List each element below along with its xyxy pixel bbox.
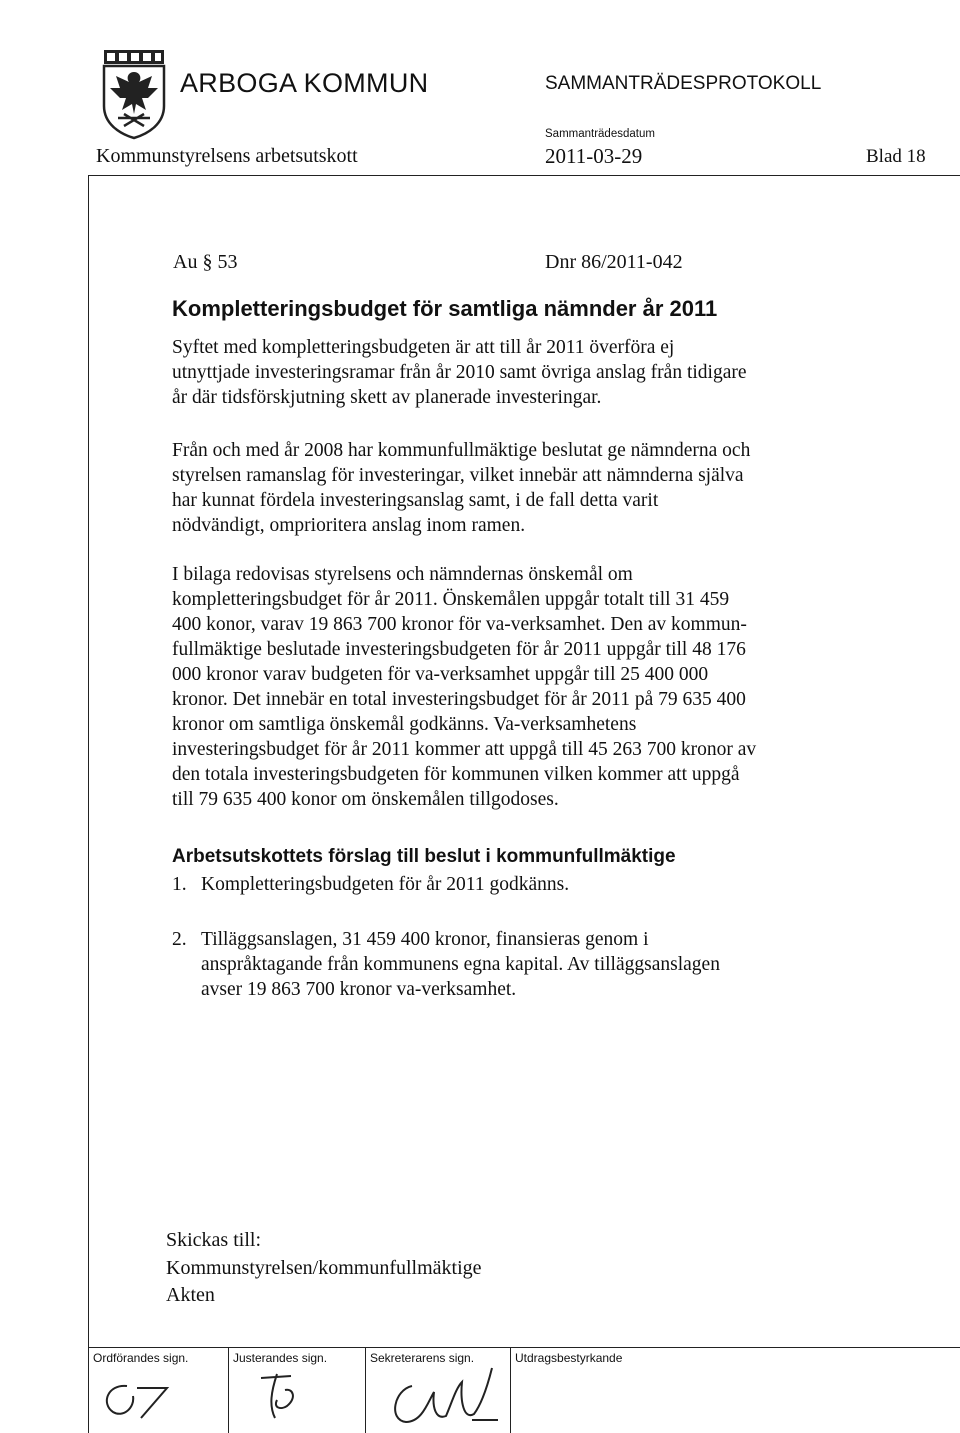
distribution-list [166, 1227, 482, 1310]
left-margin-rule [88, 175, 89, 1347]
committee-name: Kommunstyrelsens arbetsutskott [96, 145, 358, 167]
text-line: nödvändigt, omprioritera anslag inom ramen. [172, 515, 526, 536]
text-line: den totala investeringsbudgeten för kommunen vilken kommer att uppgå [172, 764, 740, 785]
text-line: kronor om samtliga önskemål godkänns. Va-verksamhetens [172, 714, 637, 735]
paragraph-background [172, 438, 862, 538]
item-text: avser 19 863 700 kronor va-verksamhet. [201, 979, 517, 1000]
paragraph-purpose [172, 335, 862, 410]
coat-of-arms-logo [98, 48, 170, 140]
meeting-date-label: Sammanträdesdatum [545, 128, 655, 140]
text-line: kronor. Det innebär en total investeringsbudget för år 2011 på 79 635 400 [172, 689, 746, 710]
text-line: I bilaga redovisas styrelsens och nämndernas önskemål om [172, 564, 633, 585]
handwritten-signature [243, 1368, 323, 1426]
header-divider [88, 175, 960, 176]
chair-signature-cell [88, 1348, 229, 1433]
meeting-date: 2011-03-29 [545, 144, 643, 168]
organization-name: ARBOGA KOMMUN [180, 68, 429, 98]
text-line: styrelsen ramanslag för investeringar, vilket innebär att nämnderna själva [172, 465, 744, 486]
secretary-signature-label: Sekreterarens sign. [370, 1351, 475, 1365]
case-title: Kompletteringsbudget för samtliga nämnder år 2011 [172, 296, 718, 321]
item-number: 2. [172, 929, 187, 950]
text-line: utnyttjade investeringsramar från år 2010 samt övriga anslag från tidigare [172, 362, 747, 383]
distribution-label: Skickas till: [166, 1229, 261, 1251]
text-line: kompletteringsbudget för år 2011. Önskemålen uppgår totalt till 31 459 [172, 589, 730, 610]
proposal-heading: Arbetsutskottets förslag till beslut i kommunfullmäktige [172, 846, 676, 867]
item-number: 1. [172, 874, 187, 895]
document-type: SAMMANTRÄDESPROTOKOLL [545, 73, 822, 94]
signature-table [88, 1347, 960, 1433]
text-line: år där tidsförskjutning skett av planerade investeringar. [172, 387, 602, 408]
page-number: Blad 18 [866, 146, 926, 167]
certified-copy-label: Utdragsbestyrkande [515, 1351, 623, 1365]
text-line: Från och med år 2008 har kommunfullmäktige beslutat ge nämnderna och [172, 440, 751, 461]
text-line: Syftet med kompletteringsbudgeten är att till år 2011 överföra ej [172, 337, 675, 358]
distribution-recipient: Kommunstyrelsen/kommunfullmäktige [166, 1256, 482, 1279]
text-line: fullmäktige beslutade investeringsbudgeten för år 2011 uppgår till 48 176 [172, 639, 746, 660]
item-text: Kompletteringsbudgeten för år 2011 godkänns. [201, 874, 570, 895]
paragraph-budget-details [172, 562, 862, 812]
adjuster-signature-label: Justerandes sign. [233, 1351, 328, 1365]
registration-number: Dnr 86/2011-042 [545, 251, 683, 273]
handwritten-signature [97, 1374, 187, 1424]
text-line: till 79 635 400 konor om önskemålen tillgodoses. [172, 789, 559, 810]
text-line: har kunnat fördela investeringsanslag samt, i de fall detta varit [172, 490, 659, 511]
distribution-recipient: Akten [166, 1284, 215, 1306]
text-line: 400 konor, varav 19 863 700 kronor för va-verksamhet. Den av kommun- [172, 614, 747, 635]
text-line: 000 kronor varav budgeten för va-verksamhet uppgår till 25 400 000 [172, 664, 709, 685]
chair-signature-label: Ordförandes sign. [93, 1351, 189, 1365]
handwritten-signature [376, 1362, 506, 1430]
text-line: investeringsbudget för år 2011 kommer att uppgå till 45 263 700 kronor av [172, 739, 757, 760]
case-number: Au § 53 [173, 251, 238, 273]
certified-copy-cell [510, 1348, 960, 1433]
adjuster-signature-cell [228, 1348, 366, 1433]
secretary-signature-cell [365, 1348, 511, 1433]
item-text: Tilläggsanslagen, 31 459 400 kronor, finansieras genom i [201, 929, 649, 950]
item-text: anspråktagande från kommunens egna kapital. Av tilläggsanslagen [201, 954, 720, 975]
